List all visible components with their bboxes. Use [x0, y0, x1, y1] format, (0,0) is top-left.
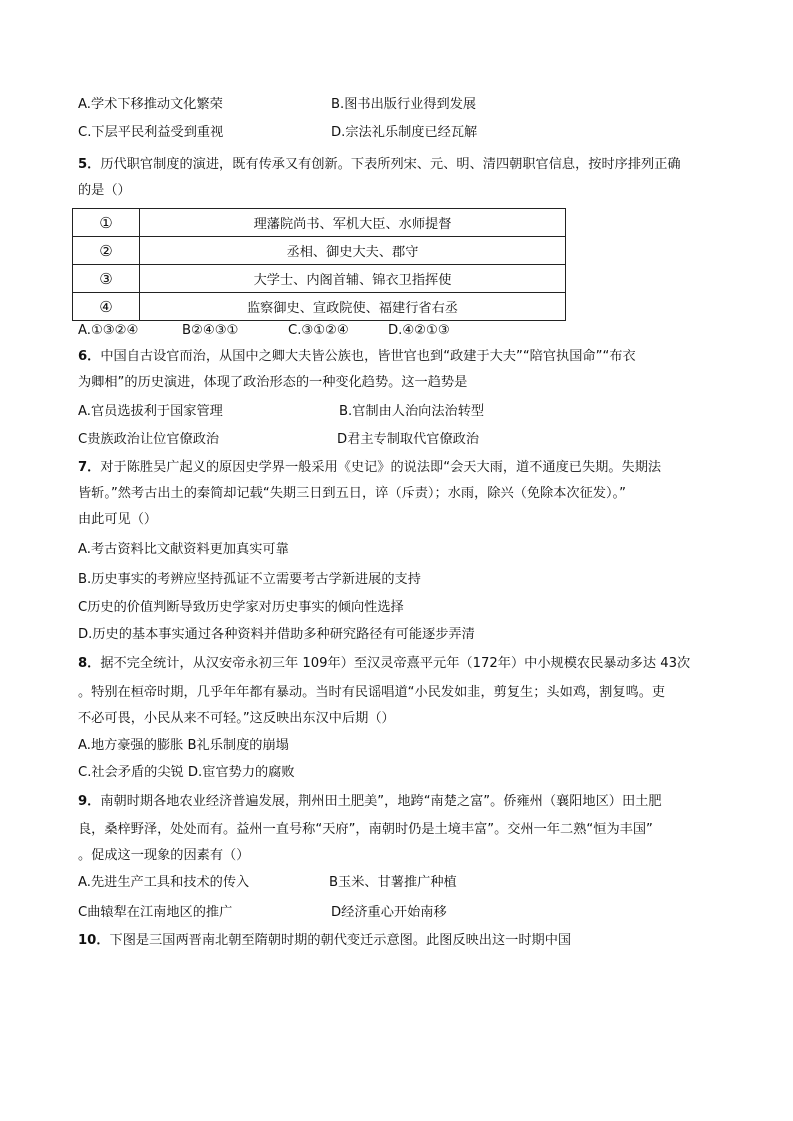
- q9-stem-line1: 9．南朝时期各地农业经济普遍发展，荆州田土肥美”，地跨“南楚之富”。侨雍州（襄阳地区）田土肥: [78, 794, 662, 809]
- row-index: ②: [73, 237, 140, 265]
- q7-stem-line2: 皆斩。”然考古出土的秦简却记载“失期三日到五日，谇（斥责）；水雨，除兴（免除本次征发）。”: [78, 486, 626, 501]
- q9-stem-line3: 。促成这一现象的因素有（）: [78, 848, 250, 863]
- q8-number: 8．: [78, 656, 101, 671]
- q4-option-b: B.图书出版行业得到发展: [331, 97, 477, 112]
- row-text: 丞相、御史大夫、郡守: [140, 237, 566, 265]
- q6-option-c: C贵族政治让位官僚政治: [78, 432, 220, 447]
- q4-option-c: C.下层平民利益受到重视: [78, 125, 224, 140]
- table-row: [73, 237, 566, 265]
- q6-option-d: D君主专制取代官僚政治: [337, 432, 480, 447]
- q6-number: 6．: [78, 349, 101, 364]
- table-row: [73, 209, 566, 237]
- q9-option-d: D经济重心开始南移: [331, 905, 447, 920]
- q5-stem-line1: 5．历代职官制度的演进，既有传承又有创新。下表所列宋、元、明、清四朝职官信息，按时序排列正确: [78, 157, 681, 172]
- row-text: 监察御史、宣政院使、福建行省右丞: [140, 293, 566, 321]
- q6-stem-line1: 6．中国自古设官而治，从国中之卿大夫皆公族也，皆世官也到“政建于大夫”“陪官执国命”“布衣: [78, 349, 636, 364]
- q4-option-d: D.宗法礼乐制度已经瓦解: [331, 125, 478, 140]
- row-text: 大学士、内阁首辅、锦衣卫指挥使: [140, 265, 566, 293]
- q7-stem-line1: 7．对于陈胜吴广起义的原因史学界一般采用《史记》的说法即“会天大雨，道不通度已失期。失期法: [78, 460, 662, 475]
- table-row: [73, 293, 566, 321]
- q8-options-cd: C.社会矛盾的尖锐 D.宦官势力的腐败: [78, 765, 295, 780]
- q7-number: 7．: [78, 460, 101, 475]
- q6-option-a: A.官员选拔利于国家管理: [78, 404, 223, 419]
- q8-options-ab: A.地方豪强的膨胀 B礼乐制度的崩塌: [78, 738, 289, 753]
- q7-option-b: B.历史事实的考辨应坚持孤证不立需要考古学新进展的支持: [78, 572, 421, 587]
- q7-option-a: A.考古资料比文献资料更加真实可靠: [78, 542, 289, 557]
- q7-option-c: C历史的价值判断导致历史学家对历史事实的倾向性选择: [78, 600, 404, 615]
- q6-option-b: B.官制由人治向法治转型: [339, 404, 485, 419]
- q5-option-a: A.①③②④: [78, 323, 139, 338]
- q5-official-table: [72, 208, 566, 321]
- q8-stem-line2: 。特别在桓帝时期，几乎年年都有暴动。当时有民谣唱道“小民发如韭，剪复生；头如鸡，割复鸣。吏: [78, 685, 666, 700]
- table-row: [73, 265, 566, 293]
- q5-option-b: B②④③①: [182, 323, 239, 338]
- q5-option-c: C.③①②④: [288, 323, 349, 338]
- q6-stem-line2: 为卿相”的历史演进，体现了政治形态的一种变化趋势。这一趋势是: [78, 375, 468, 390]
- q9-option-b: B玉米、甘薯推广种植: [329, 875, 457, 890]
- q5-stem-line2: 的是（）: [78, 183, 131, 198]
- q7-option-d: D.历史的基本事实通过各种资料并借助多种研究路径有可能逐步弄清: [78, 627, 475, 642]
- q5-option-d: D.④②①③: [388, 323, 450, 338]
- q9-option-c: C曲辕犁在江南地区的推广: [78, 905, 233, 920]
- q8-stem-line1: 8．据不完全统计，从汉安帝永初三年 109年）至汉灵帝熹平元年（172年）中小规模农民暴动多达 43次: [78, 656, 691, 671]
- q9-stem-line2: 良，桑梓野泽，处处而有。益州一直号称“天府”，南朝时仍是土境丰富”。交州一年二熟“恒为丰国”: [78, 822, 653, 837]
- q4-option-a: A.学术下移推动文化繁荣: [78, 97, 223, 112]
- row-index: ④: [73, 293, 140, 321]
- q7-stem-line3: 由此可见（）: [78, 512, 158, 527]
- q5-number: 5．: [78, 157, 101, 172]
- q10-number: 10．: [78, 933, 110, 948]
- row-text: 理藩院尚书、军机大臣、水师提督: [140, 209, 566, 237]
- q10-stem-line1: 10．下图是三国两晋南北朝至隋朝时期的朝代变迁示意图。此图反映出这一时期中国: [78, 933, 572, 948]
- q9-number: 9．: [78, 794, 101, 809]
- row-index: ①: [73, 209, 140, 237]
- row-index: ③: [73, 265, 140, 293]
- q8-stem-line3: 不必可畏，小民从来不可轻。”这反映出东汉中后期（）: [78, 711, 395, 726]
- q9-option-a: A.先进生产工具和技术的传入: [78, 875, 250, 890]
